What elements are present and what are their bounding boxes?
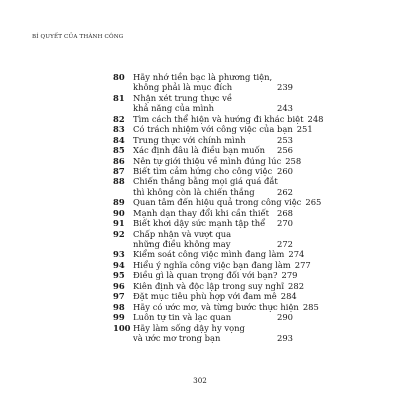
- toc-entry: [113, 312, 293, 322]
- toc-entry-page: 260: [277, 165, 293, 176]
- toc-entry: [113, 301, 319, 312]
- toc-line: [113, 82, 293, 92]
- toc-entry-page: 262: [277, 186, 293, 197]
- toc-entry-number: 87: [113, 165, 125, 176]
- toc-entry: [113, 280, 305, 291]
- toc-line: [113, 113, 324, 124]
- toc-entry-number: 96: [113, 280, 125, 291]
- toc-line: [113, 239, 293, 249]
- toc-entry-number: 94: [113, 259, 125, 270]
- toc-entry-title: Đặt mục tiêu phù hợp với đam mê: [133, 291, 277, 302]
- toc-line: [113, 208, 293, 218]
- toc-entry-title: Tìm cách thể hiện và hướng đi khác biệt: [133, 113, 304, 124]
- toc-entry-title: Nên tự giới thiệu về mình đúng lúc: [133, 155, 282, 166]
- toc-line: [113, 155, 302, 166]
- toc-entry-title: Có trách nhiệm với công việc của bạn: [133, 124, 293, 135]
- toc-line: [113, 312, 293, 322]
- toc-entry: [113, 72, 293, 93]
- toc-entry-page: 277: [294, 259, 311, 270]
- toc-entry: [113, 208, 293, 218]
- toc-entry-number: 83: [113, 124, 125, 135]
- toc-entry-title: Mạnh dạn thay đổi khi cần thiết: [133, 207, 270, 218]
- toc-line: [113, 103, 293, 113]
- toc-entry-page: 253: [277, 134, 293, 145]
- toc-line: [113, 270, 298, 281]
- toc-entry-title: Nhận xét trung thực về: [133, 92, 233, 103]
- page-number: 302: [193, 376, 207, 385]
- toc-entry-number: 98: [113, 301, 125, 312]
- toc-line: [113, 135, 293, 145]
- toc-entry: [113, 323, 293, 344]
- toc-line: [113, 280, 305, 291]
- toc-entry-title: Hiểu ý nghĩa công việc bạn đang làm: [133, 259, 291, 270]
- toc-line: [113, 166, 293, 176]
- toc-entry-page: 290: [277, 312, 293, 323]
- toc-entry-title: Kiên định và độc lập trong suy nghĩ: [133, 280, 285, 291]
- toc-line: [113, 124, 313, 135]
- toc-entry-page: 274: [288, 249, 305, 260]
- toc-entry-number: 84: [113, 134, 125, 145]
- toc-entry-page: 270: [277, 218, 293, 229]
- toc-entry-title: Biết khơi dậy sức mạnh tập thể: [133, 218, 266, 229]
- toc-entry-title: không phải là mục đích: [133, 82, 233, 93]
- toc-entry-page: 239: [277, 82, 293, 93]
- toc-entry-page: 279: [281, 270, 298, 281]
- toc-entry-page: 258: [285, 155, 302, 166]
- toc-line: [113, 145, 293, 155]
- toc-entry-number: 99: [113, 312, 125, 323]
- toc-entry: [113, 249, 305, 260]
- toc-entry: [113, 155, 302, 166]
- toc-entry-title: Quan tâm đến hiệu quả trong công việc: [133, 197, 302, 208]
- toc-entry-title: những điều không may: [133, 239, 231, 249]
- toc-entry-title: Xác định đâu là điều bạn muốn: [133, 145, 266, 156]
- table-of-contents: [113, 72, 324, 343]
- toc-line: [113, 333, 293, 343]
- toc-entry-page: 293: [277, 332, 293, 343]
- toc-entry-title: Biết tìm cảm hứng cho công việc: [133, 165, 273, 176]
- toc-entry: [113, 197, 322, 208]
- toc-entry: [113, 93, 293, 114]
- toc-line: [113, 323, 293, 333]
- toc-line: [113, 197, 322, 208]
- toc-entry-title: Chiến thắng bằng mọi giá quá đắt: [133, 176, 278, 187]
- toc-entry-number: 80: [113, 72, 125, 82]
- toc-entry-page: 285: [302, 301, 319, 312]
- toc-entry-number: 92: [113, 228, 125, 239]
- toc-entry-title: và ước mơ trong bạn: [133, 332, 221, 343]
- toc-entry-title: Luôn tự tin và lạc quan: [133, 312, 232, 323]
- toc-entry-number: 97: [113, 291, 125, 302]
- running-head: BÍ QUYẾT CỦA THÀNH CÔNG: [32, 34, 124, 40]
- toc-line: [113, 72, 293, 82]
- toc-entry-number: 85: [113, 145, 125, 156]
- toc-entry-number: 91: [113, 218, 125, 229]
- toc-entry-page: 256: [277, 145, 293, 156]
- toc-entry-page: 284: [280, 291, 297, 302]
- toc-line: [113, 176, 293, 186]
- toc-entry-page: 251: [296, 124, 313, 135]
- toc-entry: [113, 124, 313, 135]
- toc-entry-title: Hãy nhớ tiền bạc là phương tiện,: [133, 72, 273, 82]
- toc-entry-number: 93: [113, 249, 125, 260]
- toc-entry-title: Điều gì là quan trọng đối với bạn?: [133, 270, 278, 281]
- toc-line: [113, 229, 293, 239]
- toc-entry: [113, 176, 293, 197]
- toc-line: [113, 249, 305, 260]
- toc-line: [113, 93, 293, 103]
- toc-entry-number: 89: [113, 197, 125, 208]
- toc-entry: [113, 145, 293, 155]
- toc-entry: [113, 229, 293, 250]
- toc-entry-page: 272: [277, 239, 293, 249]
- toc-entry: [113, 166, 293, 176]
- toc-entry-number: 86: [113, 155, 125, 166]
- toc-entry: [113, 135, 293, 145]
- toc-line: [113, 259, 311, 270]
- toc-entry-number: 82: [113, 113, 125, 124]
- toc-entry-title: Chấp nhận và vượt qua: [133, 228, 232, 239]
- toc-entry-page: 248: [307, 113, 324, 124]
- toc-entry-title: Hãy có ước mơ, và từng bước thực hiện: [133, 301, 299, 312]
- toc-entry: [113, 270, 298, 281]
- toc-entry: [113, 291, 297, 302]
- toc-line: [113, 187, 293, 197]
- toc-entry-number: 95: [113, 270, 125, 281]
- toc-line: [113, 291, 297, 302]
- toc-entry-number: 90: [113, 207, 125, 218]
- toc-entry-title: Hãy làm sống dậy hy vọng: [133, 322, 245, 333]
- toc-entry-title: Trung thực với chính mình: [133, 134, 246, 145]
- toc-entry-number: 81: [113, 92, 125, 103]
- toc-line: [113, 301, 319, 312]
- toc-entry-title: Kiểm soát công việc mình đang làm: [133, 249, 285, 260]
- toc-line: [113, 218, 293, 228]
- toc-entry-page: 243: [277, 103, 293, 114]
- toc-entry-title: thì không còn là chiến thắng: [133, 186, 255, 197]
- toc-entry-page: 268: [277, 207, 293, 218]
- toc-entry: [113, 259, 311, 270]
- toc-entry-title: khả năng của mình: [133, 103, 215, 114]
- toc-entry-page: 282: [288, 280, 305, 291]
- toc-entry: [113, 113, 324, 124]
- toc-entry-page: 265: [305, 197, 322, 208]
- toc-entry-number: 88: [113, 176, 125, 187]
- toc-entry-number: 100: [113, 322, 131, 333]
- toc-entry: [113, 218, 293, 228]
